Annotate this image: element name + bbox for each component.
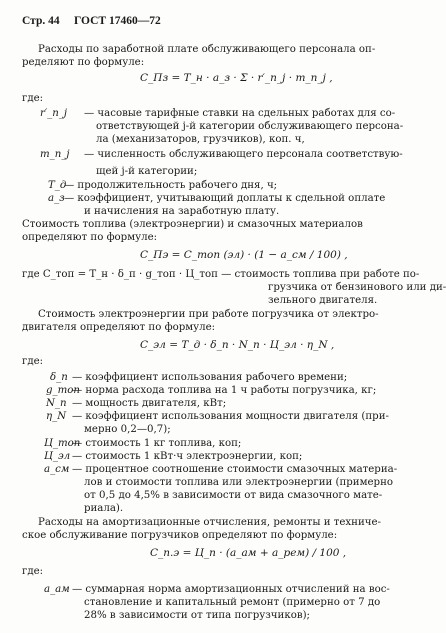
text-line: — процентное соотношение стоимости смазочных материа- xyxy=(72,464,398,475)
symbol-label: a_з xyxy=(48,193,65,204)
text-line: — мощность двигателя, кВт; xyxy=(72,398,227,409)
symbol-label: a_ам xyxy=(44,584,70,595)
formula: C_Пэ = C_топ (эл) · (1 − a_см / 100) , xyxy=(140,249,348,261)
text-line: от 0,5 до 4,5% в зависимости от вида смазочного мате- xyxy=(84,490,383,501)
text-line: мерно 0,2—0,7); xyxy=(84,424,171,435)
text-line: где: xyxy=(22,566,44,577)
text-line: ределяют по формуле: xyxy=(22,57,145,68)
symbol-label: g_топ xyxy=(46,385,80,396)
page-number: Стр. 44 xyxy=(22,15,60,27)
text-line: ответствующей j-й категории обслуживающего персона- xyxy=(96,121,404,132)
text-line: — коэффициент использования мощности двигателя (при- xyxy=(72,411,389,422)
text-line: Расходы по заработной плате обслуживающего персонала оп- xyxy=(38,44,376,55)
text-line: щей j-й категории; xyxy=(96,166,198,177)
symbol-label: δ_п xyxy=(50,372,68,383)
text-line: ское обслуживание погрузчиков определяют по формуле: xyxy=(22,530,338,541)
text-line: зельного двигателя. xyxy=(268,295,378,306)
text-line: где: xyxy=(22,356,44,367)
text-line: ла (механизаторов, грузчиков), коп. ч, xyxy=(96,134,305,145)
text-line: — численность обслуживающего персонала соответствую- xyxy=(84,149,403,160)
symbol-label: Ц_эл xyxy=(44,451,71,462)
text-line: и начисления на заработную плату. xyxy=(84,206,280,217)
symbol-label: r′_n_j xyxy=(40,108,68,119)
text-line: — суммарная норма амортизационных отчислений на вос- xyxy=(72,584,390,595)
symbol-label: η_N xyxy=(46,411,67,422)
text-line: — продолжительность рабочего дня, ч; xyxy=(64,180,278,191)
text-line: где C_топ = T_н · δ_п · g_топ · Ц_топ — стоимость топлива при работе по- xyxy=(22,269,420,280)
text-line: лов и стоимости топлива или электроэнергии (примерно xyxy=(84,477,393,488)
text-line: Расходы на амортизационные отчисления, ремонты и техниче- xyxy=(38,517,381,528)
text-line: становление и капитальный ремонт (примерно от 7 до xyxy=(84,597,381,608)
symbol-label: Ц_топ xyxy=(44,438,81,449)
text-line: — норма расхода топлива на 1 ч работы погрузчика, кг; xyxy=(72,385,377,396)
formula: C_Пз = T_н · a_з · Σ · r′_n_j · m_n_j , xyxy=(140,72,333,84)
text-line: — стоимость 1 кг топлива, коп; xyxy=(72,438,242,449)
symbol-label: T_д xyxy=(48,180,67,191)
text-line: риала). xyxy=(84,503,124,514)
symbol-label: N_п xyxy=(46,398,67,409)
text-line: грузчика от бензинового или ди- xyxy=(268,282,446,293)
text-line: определяют по формуле: xyxy=(22,232,158,243)
text-line: Стоимость топлива (электроэнергии) и смазочных материалов xyxy=(22,219,363,230)
text-line: — часовые тарифные ставки на сдельных работах для со- xyxy=(84,108,396,119)
standard-number: ГОСТ 17460—72 xyxy=(74,15,161,27)
text-line: Стоимость электроэнергии при работе погрузчика от электро- xyxy=(38,309,379,320)
text-line: — коэффициент использования рабочего времени; xyxy=(72,372,348,383)
symbol-label: m_n_j xyxy=(40,149,70,160)
text-line: где: xyxy=(22,93,44,104)
text-line: двигателя определяют по формуле: xyxy=(22,322,216,333)
formula: C_п.э = Ц_п · (a_ам + a_рем) / 100 , xyxy=(150,547,347,559)
text-line: 28% в зависимости от типа погрузчиков); xyxy=(84,610,310,621)
formula: C_эл = T_д · δ_п · N_п · Ц_эл · η_N , xyxy=(140,339,335,351)
symbol-label: a_см xyxy=(44,464,70,475)
text-line: — стоимость 1 кВт·ч электроэнергии, коп; xyxy=(72,451,303,462)
text-line: — коэффициент, учитывающий доплаты к сдельной оплате xyxy=(64,193,386,204)
